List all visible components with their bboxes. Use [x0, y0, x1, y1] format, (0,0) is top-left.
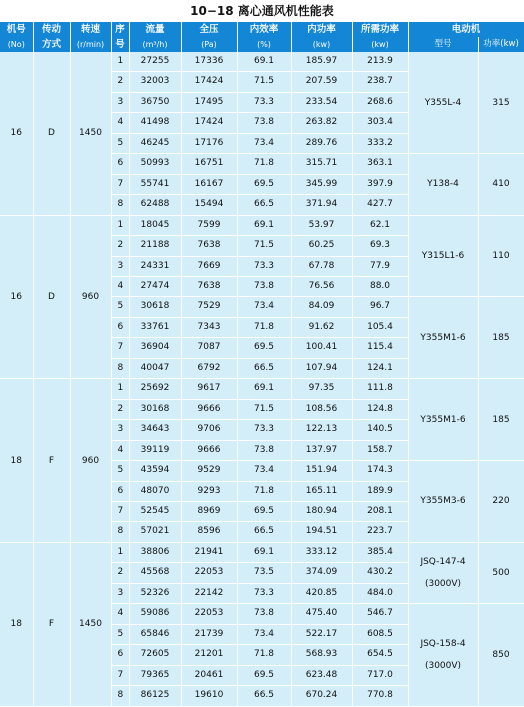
required-power-cell: 430.2 — [352, 563, 408, 583]
header-drive: 传动 方式 — [33, 22, 70, 52]
header-flow: 流量 (m³/h) — [129, 22, 181, 52]
seq-cell: 8 — [111, 522, 129, 542]
flow-cell: 32003 — [129, 72, 181, 92]
internal-power-cell: 623.48 — [291, 665, 352, 685]
motor-power-cell: 185 — [478, 379, 524, 461]
required-power-cell: 484.0 — [352, 583, 408, 603]
internal-power-cell: 180.94 — [291, 501, 352, 521]
efficiency-cell: 69.1 — [237, 542, 291, 562]
flow-cell: 46245 — [129, 133, 181, 153]
seq-cell: 5 — [111, 133, 129, 153]
internal-power-cell: 185.97 — [291, 52, 352, 72]
required-power-cell: 546.7 — [352, 604, 408, 624]
required-power-cell: 223.7 — [352, 522, 408, 542]
internal-power-cell: 315.71 — [291, 154, 352, 174]
motor-model-cell — [408, 542, 478, 603]
motor-power-cell: 410 — [478, 154, 524, 215]
motor-model-cell — [408, 379, 478, 461]
seq-cell: 1 — [111, 52, 129, 72]
required-power-cell: 770.8 — [352, 686, 408, 706]
pressure-cell: 16751 — [181, 154, 237, 174]
pressure-cell: 8596 — [181, 522, 237, 542]
internal-power-cell: 165.11 — [291, 481, 352, 501]
flow-cell: 30168 — [129, 399, 181, 419]
internal-power-cell: 137.97 — [291, 440, 352, 460]
required-power-cell: 333.2 — [352, 133, 408, 153]
flow-cell: 79365 — [129, 665, 181, 685]
flow-cell: 72605 — [129, 645, 181, 665]
required-power-cell: 397.9 — [352, 174, 408, 194]
group-drive-cell: D — [33, 215, 70, 379]
seq-cell: 2 — [111, 563, 129, 583]
pressure-cell: 9529 — [181, 461, 237, 481]
required-power-cell: 105.4 — [352, 317, 408, 337]
seq-cell: 6 — [111, 154, 129, 174]
group-no-cell: 18 — [0, 542, 33, 706]
seq-cell: 3 — [111, 583, 129, 603]
efficiency-cell: 73.8 — [237, 113, 291, 133]
seq-cell: 3 — [111, 256, 129, 276]
flow-cell: 55741 — [129, 174, 181, 194]
internal-power-cell: 53.97 — [291, 215, 352, 235]
pressure-cell: 9706 — [181, 420, 237, 440]
motor-model-cell — [408, 604, 478, 706]
seq-cell: 8 — [111, 358, 129, 378]
pressure-cell: 8969 — [181, 501, 237, 521]
internal-power-cell: 207.59 — [291, 72, 352, 92]
pressure-cell: 7087 — [181, 338, 237, 358]
required-power-cell: 303.4 — [352, 113, 408, 133]
seq-cell: 8 — [111, 195, 129, 215]
seq-cell: 4 — [111, 604, 129, 624]
pressure-cell: 7529 — [181, 297, 237, 317]
pressure-cell: 15494 — [181, 195, 237, 215]
efficiency-cell: 69.5 — [237, 501, 291, 521]
pressure-cell: 7343 — [181, 317, 237, 337]
internal-power-cell: 100.41 — [291, 338, 352, 358]
internal-power-cell: 84.09 — [291, 297, 352, 317]
efficiency-cell: 73.4 — [237, 133, 291, 153]
internal-power-cell: 194.51 — [291, 522, 352, 542]
motor-voltage-label: (3000V) — [424, 579, 462, 590]
seq-cell: 1 — [111, 215, 129, 235]
flow-cell: 36904 — [129, 338, 181, 358]
required-power-cell: 69.3 — [352, 236, 408, 256]
internal-power-cell: 371.94 — [291, 195, 352, 215]
motor-model-cell — [408, 52, 478, 154]
flow-cell: 86125 — [129, 686, 181, 706]
motor-power-cell: 185 — [478, 297, 524, 379]
pressure-cell: 17424 — [181, 72, 237, 92]
pressure-cell: 21739 — [181, 624, 237, 644]
pressure-cell: 7638 — [181, 276, 237, 296]
motor-model-label: Y138-4 — [427, 179, 459, 190]
motor-model-cell — [408, 154, 478, 215]
motor-power-cell: 500 — [478, 542, 524, 603]
group-no-cell: 18 — [0, 379, 33, 543]
seq-cell: 6 — [111, 645, 129, 665]
header-internal-power: 内功率 (kw) — [291, 22, 352, 52]
required-power-cell: 238.7 — [352, 72, 408, 92]
flow-cell: 24331 — [129, 256, 181, 276]
pressure-cell: 7669 — [181, 256, 237, 276]
motor-model-cell — [408, 215, 478, 297]
motor-power-cell: 110 — [478, 215, 524, 297]
group-speed-cell: 1450 — [70, 52, 111, 215]
required-power-cell: 96.7 — [352, 297, 408, 317]
flow-cell: 18045 — [129, 215, 181, 235]
pressure-cell: 20461 — [181, 665, 237, 685]
motor-model-cell — [408, 461, 478, 543]
seq-cell: 7 — [111, 665, 129, 685]
seq-cell: 7 — [111, 174, 129, 194]
seq-cell: 2 — [111, 236, 129, 256]
motor-power-cell: 315 — [478, 52, 524, 154]
required-power-cell: 62.1 — [352, 215, 408, 235]
efficiency-cell: 69.1 — [237, 52, 291, 72]
internal-power-cell: 67.78 — [291, 256, 352, 276]
efficiency-cell: 66.5 — [237, 358, 291, 378]
flow-cell: 30618 — [129, 297, 181, 317]
efficiency-cell: 71.5 — [237, 399, 291, 419]
required-power-cell: 189.9 — [352, 481, 408, 501]
motor-model-label: Y355M1-6 — [420, 332, 466, 343]
pressure-cell: 17336 — [181, 52, 237, 72]
flow-cell: 36750 — [129, 92, 181, 112]
efficiency-cell: 73.3 — [237, 420, 291, 440]
header-required-power: 所需功率 (kw) — [352, 22, 408, 52]
required-power-cell: 115.4 — [352, 338, 408, 358]
seq-cell: 5 — [111, 461, 129, 481]
internal-power-cell: 522.17 — [291, 624, 352, 644]
flow-cell: 45568 — [129, 563, 181, 583]
internal-power-cell: 345.99 — [291, 174, 352, 194]
motor-model-label: Y355M3-6 — [420, 496, 466, 507]
required-power-cell: 174.3 — [352, 461, 408, 481]
required-power-cell: 213.9 — [352, 52, 408, 72]
pressure-cell: 22053 — [181, 604, 237, 624]
flow-cell: 59086 — [129, 604, 181, 624]
internal-power-cell: 374.09 — [291, 563, 352, 583]
group-speed-cell: 960 — [70, 379, 111, 543]
pressure-cell: 16167 — [181, 174, 237, 194]
internal-power-cell: 289.76 — [291, 133, 352, 153]
motor-model-label: JSQ-158-4 — [420, 638, 466, 649]
flow-cell: 34643 — [129, 420, 181, 440]
efficiency-cell: 73.5 — [237, 563, 291, 583]
table-row — [0, 52, 524, 72]
motor-model-label: Y355L-4 — [424, 97, 462, 108]
efficiency-cell: 73.8 — [237, 604, 291, 624]
flow-cell: 41498 — [129, 113, 181, 133]
efficiency-cell: 69.5 — [237, 174, 291, 194]
required-power-cell: 77.9 — [352, 256, 408, 276]
required-power-cell: 427.7 — [352, 195, 408, 215]
internal-power-cell: 670.24 — [291, 686, 352, 706]
internal-power-cell: 60.25 — [291, 236, 352, 256]
seq-cell: 2 — [111, 72, 129, 92]
pressure-cell: 9617 — [181, 379, 237, 399]
internal-power-cell: 97.35 — [291, 379, 352, 399]
flow-cell: 40047 — [129, 358, 181, 378]
flow-cell: 52326 — [129, 583, 181, 603]
flow-cell: 39119 — [129, 440, 181, 460]
internal-power-cell: 151.94 — [291, 461, 352, 481]
motor-model-cell — [408, 297, 478, 379]
seq-cell: 4 — [111, 113, 129, 133]
internal-power-cell: 108.56 — [291, 399, 352, 419]
pressure-cell: 21941 — [181, 542, 237, 562]
required-power-cell: 208.1 — [352, 501, 408, 521]
header-efficiency: 内效率 (%) — [237, 22, 291, 52]
header-motor: 电动机 — [408, 22, 524, 37]
flow-cell: 38806 — [129, 542, 181, 562]
internal-power-cell: 91.62 — [291, 317, 352, 337]
seq-cell: 6 — [111, 317, 129, 337]
seq-cell: 2 — [111, 399, 129, 419]
internal-power-cell: 233.54 — [291, 92, 352, 112]
required-power-cell: 111.8 — [352, 379, 408, 399]
table-body — [0, 52, 524, 706]
internal-power-cell: 568.93 — [291, 645, 352, 665]
flow-cell: 65846 — [129, 624, 181, 644]
efficiency-cell: 69.1 — [237, 379, 291, 399]
pressure-cell: 7638 — [181, 236, 237, 256]
efficiency-cell: 71.8 — [237, 481, 291, 501]
required-power-cell: 717.0 — [352, 665, 408, 685]
pressure-cell: 19610 — [181, 686, 237, 706]
table-header — [0, 22, 524, 52]
seq-cell: 5 — [111, 624, 129, 644]
seq-cell: 1 — [111, 542, 129, 562]
efficiency-cell: 73.3 — [237, 92, 291, 112]
table-row — [0, 542, 524, 562]
motor-power-cell: 850 — [478, 604, 524, 706]
motor-voltage-label: (3000V) — [424, 660, 462, 671]
required-power-cell: 654.5 — [352, 645, 408, 665]
seq-cell: 7 — [111, 338, 129, 358]
internal-power-cell: 122.13 — [291, 420, 352, 440]
efficiency-cell: 69.5 — [237, 338, 291, 358]
pressure-cell: 22053 — [181, 563, 237, 583]
header-motor-model: 型号 — [408, 37, 478, 52]
internal-power-cell: 475.40 — [291, 604, 352, 624]
pressure-cell: 9666 — [181, 399, 237, 419]
flow-cell: 50993 — [129, 154, 181, 174]
pressure-cell: 17176 — [181, 133, 237, 153]
efficiency-cell: 73.4 — [237, 461, 291, 481]
header-seq: 序 号 — [111, 22, 129, 52]
flow-cell: 21188 — [129, 236, 181, 256]
performance-table — [0, 22, 524, 707]
motor-power-cell: 220 — [478, 461, 524, 543]
required-power-cell: 88.0 — [352, 276, 408, 296]
seq-cell: 5 — [111, 297, 129, 317]
required-power-cell: 608.5 — [352, 624, 408, 644]
seq-cell: 3 — [111, 92, 129, 112]
required-power-cell: 124.1 — [352, 358, 408, 378]
flow-cell: 33761 — [129, 317, 181, 337]
flow-cell: 48070 — [129, 481, 181, 501]
seq-cell: 8 — [111, 686, 129, 706]
seq-cell: 4 — [111, 276, 129, 296]
seq-cell: 4 — [111, 440, 129, 460]
efficiency-cell: 66.5 — [237, 686, 291, 706]
pressure-cell: 9293 — [181, 481, 237, 501]
efficiency-cell: 73.3 — [237, 583, 291, 603]
efficiency-cell: 69.1 — [237, 215, 291, 235]
internal-power-cell: 333.12 — [291, 542, 352, 562]
efficiency-cell: 71.8 — [237, 317, 291, 337]
required-power-cell: 158.7 — [352, 440, 408, 460]
flow-cell: 43594 — [129, 461, 181, 481]
header-pressure: 全压 (Pa) — [181, 22, 237, 52]
pressure-cell: 9666 — [181, 440, 237, 460]
required-power-cell: 124.8 — [352, 399, 408, 419]
seq-cell: 6 — [111, 481, 129, 501]
seq-cell: 1 — [111, 379, 129, 399]
internal-power-cell: 420.85 — [291, 583, 352, 603]
pressure-cell: 21201 — [181, 645, 237, 665]
efficiency-cell: 71.5 — [237, 72, 291, 92]
efficiency-cell: 71.5 — [237, 236, 291, 256]
motor-model-label: Y355M1-6 — [420, 414, 466, 425]
flow-cell: 27255 — [129, 52, 181, 72]
seq-cell: 7 — [111, 501, 129, 521]
header-speed: 转速 (r/min) — [70, 22, 111, 52]
efficiency-cell: 73.4 — [237, 624, 291, 644]
table-title: 10−18 离心通风机性能表 — [190, 4, 334, 18]
motor-model-label: Y315L1-6 — [421, 251, 465, 262]
efficiency-cell: 69.5 — [237, 665, 291, 685]
group-no-cell: 16 — [0, 52, 33, 215]
pressure-cell: 17495 — [181, 92, 237, 112]
flow-cell: 52545 — [129, 501, 181, 521]
internal-power-cell: 263.82 — [291, 113, 352, 133]
group-drive-cell: F — [33, 379, 70, 543]
pressure-cell: 7599 — [181, 215, 237, 235]
group-drive-cell: F — [33, 542, 70, 706]
group-speed-cell: 960 — [70, 215, 111, 379]
table-row — [0, 215, 524, 235]
group-drive-cell: D — [33, 52, 70, 215]
header-motor-power: 功率(kw) — [478, 37, 524, 52]
efficiency-cell: 71.8 — [237, 645, 291, 665]
flow-cell: 62488 — [129, 195, 181, 215]
pressure-cell: 22142 — [181, 583, 237, 603]
seq-cell: 3 — [111, 420, 129, 440]
efficiency-cell: 73.8 — [237, 276, 291, 296]
efficiency-cell: 71.8 — [237, 154, 291, 174]
required-power-cell: 363.1 — [352, 154, 408, 174]
efficiency-cell: 66.5 — [237, 195, 291, 215]
flow-cell: 27474 — [129, 276, 181, 296]
internal-power-cell: 76.56 — [291, 276, 352, 296]
group-speed-cell: 1450 — [70, 542, 111, 706]
group-no-cell: 16 — [0, 215, 33, 379]
efficiency-cell: 73.4 — [237, 297, 291, 317]
motor-model-label: JSQ-147-4 — [420, 557, 466, 568]
required-power-cell: 385.4 — [352, 542, 408, 562]
flow-cell: 57021 — [129, 522, 181, 542]
pressure-cell: 17424 — [181, 113, 237, 133]
efficiency-cell: 73.3 — [237, 256, 291, 276]
table-row — [0, 379, 524, 399]
flow-cell: 25692 — [129, 379, 181, 399]
efficiency-cell: 66.5 — [237, 522, 291, 542]
required-power-cell: 140.5 — [352, 420, 408, 440]
efficiency-cell: 73.8 — [237, 440, 291, 460]
header-no: 机号 (No) — [0, 22, 33, 52]
internal-power-cell: 107.94 — [291, 358, 352, 378]
pressure-cell: 6792 — [181, 358, 237, 378]
required-power-cell: 268.6 — [352, 92, 408, 112]
